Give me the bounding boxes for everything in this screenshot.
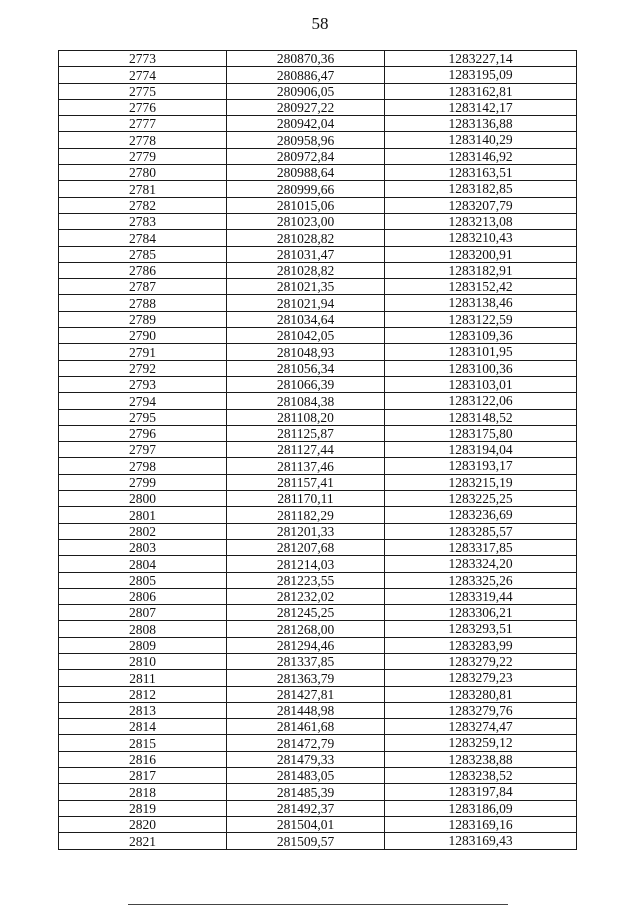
y-coordinate-cell: 1283195,09 <box>385 67 577 83</box>
table-row <box>59 507 577 523</box>
y-coordinate-cell: 1283215,19 <box>385 474 577 490</box>
table-row <box>59 653 577 669</box>
point-number-cell: 2775 <box>59 83 227 99</box>
y-coordinate-cell: 1283280,81 <box>385 686 577 702</box>
table-row <box>59 751 577 767</box>
x-coordinate-cell: 281223,55 <box>227 572 385 588</box>
table-row <box>59 132 577 148</box>
point-number-cell: 2807 <box>59 605 227 621</box>
point-number-cell: 2784 <box>59 230 227 246</box>
point-number-cell: 2797 <box>59 442 227 458</box>
table-row <box>59 572 577 588</box>
table-row <box>59 556 577 572</box>
table-row <box>59 605 577 621</box>
y-coordinate-cell: 1283197,84 <box>385 784 577 800</box>
point-number-cell: 2798 <box>59 458 227 474</box>
page-number: 58 <box>311 14 329 33</box>
y-coordinate-cell: 1283325,26 <box>385 572 577 588</box>
y-coordinate-cell: 1283101,95 <box>385 344 577 360</box>
point-number-cell: 2819 <box>59 800 227 816</box>
table-row <box>59 425 577 441</box>
point-number-cell: 2805 <box>59 572 227 588</box>
point-number-cell: 2803 <box>59 539 227 555</box>
x-coordinate-cell: 281483,05 <box>227 768 385 784</box>
table-row <box>59 442 577 458</box>
table-row <box>59 621 577 637</box>
x-coordinate-cell: 281157,41 <box>227 474 385 490</box>
table-row <box>59 181 577 197</box>
y-coordinate-cell: 1283279,23 <box>385 670 577 686</box>
y-coordinate-cell: 1283207,79 <box>385 197 577 213</box>
point-number-cell: 2793 <box>59 376 227 392</box>
y-coordinate-cell: 1283210,43 <box>385 230 577 246</box>
x-coordinate-cell: 281028,82 <box>227 262 385 278</box>
table-row <box>59 409 577 425</box>
point-number-cell: 2812 <box>59 686 227 702</box>
x-coordinate-cell: 281056,34 <box>227 360 385 376</box>
table-row <box>59 99 577 115</box>
point-number-cell: 2780 <box>59 165 227 181</box>
x-coordinate-cell: 280870,36 <box>227 51 385 67</box>
table-row <box>59 262 577 278</box>
x-coordinate-cell: 281214,03 <box>227 556 385 572</box>
x-coordinate-cell: 281294,46 <box>227 637 385 653</box>
table-row <box>59 784 577 800</box>
y-coordinate-cell: 1283213,08 <box>385 213 577 229</box>
y-coordinate-cell: 1283225,25 <box>385 491 577 507</box>
point-number-cell: 2788 <box>59 295 227 311</box>
y-coordinate-cell: 1283259,12 <box>385 735 577 751</box>
point-number-cell: 2789 <box>59 311 227 327</box>
x-coordinate-cell: 281028,82 <box>227 230 385 246</box>
y-coordinate-cell: 1283175,80 <box>385 425 577 441</box>
x-coordinate-cell: 281504,01 <box>227 816 385 832</box>
x-coordinate-cell: 281108,20 <box>227 409 385 425</box>
x-coordinate-cell: 281245,25 <box>227 605 385 621</box>
x-coordinate-cell: 280999,66 <box>227 181 385 197</box>
x-coordinate-cell: 281125,87 <box>227 425 385 441</box>
coordinates-table-body <box>59 51 577 850</box>
table-row <box>59 800 577 816</box>
table-row <box>59 279 577 295</box>
point-number-cell: 2790 <box>59 328 227 344</box>
x-coordinate-cell: 281084,38 <box>227 393 385 409</box>
x-coordinate-cell: 281021,35 <box>227 279 385 295</box>
y-coordinate-cell: 1283169,16 <box>385 816 577 832</box>
y-coordinate-cell: 1283109,36 <box>385 328 577 344</box>
x-coordinate-cell: 280988,64 <box>227 165 385 181</box>
x-coordinate-cell: 281479,33 <box>227 751 385 767</box>
y-coordinate-cell: 1283162,81 <box>385 83 577 99</box>
table-row <box>59 702 577 718</box>
coordinates-table <box>58 50 577 850</box>
table-row <box>59 230 577 246</box>
y-coordinate-cell: 1283122,59 <box>385 311 577 327</box>
point-number-cell: 2794 <box>59 393 227 409</box>
table-row <box>59 523 577 539</box>
point-number-cell: 2781 <box>59 181 227 197</box>
table-row <box>59 637 577 653</box>
x-coordinate-cell: 281363,79 <box>227 670 385 686</box>
point-number-cell: 2773 <box>59 51 227 67</box>
y-coordinate-cell: 1283285,57 <box>385 523 577 539</box>
y-coordinate-cell: 1283140,29 <box>385 132 577 148</box>
point-number-cell: 2802 <box>59 523 227 539</box>
table-row <box>59 474 577 490</box>
x-coordinate-cell: 280972,84 <box>227 148 385 164</box>
table-row <box>59 539 577 555</box>
y-coordinate-cell: 1283146,92 <box>385 148 577 164</box>
point-number-cell: 2809 <box>59 637 227 653</box>
table-row <box>59 67 577 83</box>
x-coordinate-cell: 281015,06 <box>227 197 385 213</box>
point-number-cell: 2813 <box>59 702 227 718</box>
y-coordinate-cell: 1283293,51 <box>385 621 577 637</box>
point-number-cell: 2818 <box>59 784 227 800</box>
y-coordinate-cell: 1283148,52 <box>385 409 577 425</box>
x-coordinate-cell: 280958,96 <box>227 132 385 148</box>
y-coordinate-cell: 1283238,88 <box>385 751 577 767</box>
table-row <box>59 295 577 311</box>
table-row <box>59 165 577 181</box>
y-coordinate-cell: 1283142,17 <box>385 99 577 115</box>
point-number-cell: 2817 <box>59 768 227 784</box>
y-coordinate-cell: 1283306,21 <box>385 605 577 621</box>
y-coordinate-cell: 1283317,85 <box>385 539 577 555</box>
y-coordinate-cell: 1283200,91 <box>385 246 577 262</box>
y-coordinate-cell: 1283182,85 <box>385 181 577 197</box>
x-coordinate-cell: 281485,39 <box>227 784 385 800</box>
y-coordinate-cell: 1283122,06 <box>385 393 577 409</box>
y-coordinate-cell: 1283236,69 <box>385 507 577 523</box>
point-number-cell: 2791 <box>59 344 227 360</box>
x-coordinate-cell: 280927,22 <box>227 99 385 115</box>
x-coordinate-cell: 281034,64 <box>227 311 385 327</box>
point-number-cell: 2778 <box>59 132 227 148</box>
point-number-cell: 2795 <box>59 409 227 425</box>
point-number-cell: 2821 <box>59 833 227 849</box>
y-coordinate-cell: 1283163,51 <box>385 165 577 181</box>
table-row <box>59 458 577 474</box>
x-coordinate-cell: 281427,81 <box>227 686 385 702</box>
table-row <box>59 328 577 344</box>
point-number-cell: 2786 <box>59 262 227 278</box>
point-number-cell: 2774 <box>59 67 227 83</box>
point-number-cell: 2800 <box>59 491 227 507</box>
y-coordinate-cell: 1283324,20 <box>385 556 577 572</box>
table-row <box>59 670 577 686</box>
x-coordinate-cell: 280942,04 <box>227 116 385 132</box>
y-coordinate-cell: 1283152,42 <box>385 279 577 295</box>
point-number-cell: 2801 <box>59 507 227 523</box>
x-coordinate-cell: 281201,33 <box>227 523 385 539</box>
x-coordinate-cell: 281021,94 <box>227 295 385 311</box>
x-coordinate-cell: 281137,46 <box>227 458 385 474</box>
x-coordinate-cell: 281042,05 <box>227 328 385 344</box>
y-coordinate-cell: 1283169,43 <box>385 833 577 849</box>
y-coordinate-cell: 1283279,22 <box>385 653 577 669</box>
x-coordinate-cell: 281023,00 <box>227 213 385 229</box>
y-coordinate-cell: 1283186,09 <box>385 800 577 816</box>
table-row <box>59 768 577 784</box>
point-number-cell: 2776 <box>59 99 227 115</box>
y-coordinate-cell: 1283100,36 <box>385 360 577 376</box>
point-number-cell: 2777 <box>59 116 227 132</box>
x-coordinate-cell: 281066,39 <box>227 376 385 392</box>
point-number-cell: 2783 <box>59 213 227 229</box>
table-row <box>59 83 577 99</box>
table-row <box>59 344 577 360</box>
point-number-cell: 2810 <box>59 653 227 669</box>
point-number-cell: 2787 <box>59 279 227 295</box>
x-coordinate-cell: 281448,98 <box>227 702 385 718</box>
point-number-cell: 2806 <box>59 588 227 604</box>
table-row <box>59 588 577 604</box>
table-row <box>59 833 577 849</box>
x-coordinate-cell: 281031,47 <box>227 246 385 262</box>
table-row <box>59 686 577 702</box>
table-row <box>59 393 577 409</box>
table-row <box>59 360 577 376</box>
y-coordinate-cell: 1283138,46 <box>385 295 577 311</box>
x-coordinate-cell: 281182,29 <box>227 507 385 523</box>
table-row <box>59 116 577 132</box>
y-coordinate-cell: 1283227,14 <box>385 51 577 67</box>
y-coordinate-cell: 1283136,88 <box>385 116 577 132</box>
y-coordinate-cell: 1283103,01 <box>385 376 577 392</box>
x-coordinate-cell: 281461,68 <box>227 719 385 735</box>
y-coordinate-cell: 1283194,04 <box>385 442 577 458</box>
table-row <box>59 816 577 832</box>
y-coordinate-cell: 1283279,76 <box>385 702 577 718</box>
table-row <box>59 376 577 392</box>
table-row <box>59 51 577 67</box>
table-row <box>59 148 577 164</box>
point-number-cell: 2811 <box>59 670 227 686</box>
point-number-cell: 2796 <box>59 425 227 441</box>
point-number-cell: 2820 <box>59 816 227 832</box>
table-row <box>59 311 577 327</box>
y-coordinate-cell: 1283283,99 <box>385 637 577 653</box>
point-number-cell: 2782 <box>59 197 227 213</box>
point-number-cell: 2799 <box>59 474 227 490</box>
x-coordinate-cell: 281268,00 <box>227 621 385 637</box>
x-coordinate-cell: 280906,05 <box>227 83 385 99</box>
y-coordinate-cell: 1283182,91 <box>385 262 577 278</box>
y-coordinate-cell: 1283319,44 <box>385 588 577 604</box>
x-coordinate-cell: 281509,57 <box>227 833 385 849</box>
x-coordinate-cell: 281127,44 <box>227 442 385 458</box>
point-number-cell: 2816 <box>59 751 227 767</box>
y-coordinate-cell: 1283193,17 <box>385 458 577 474</box>
x-coordinate-cell: 281337,85 <box>227 653 385 669</box>
table-row <box>59 735 577 751</box>
table-row <box>59 213 577 229</box>
x-coordinate-cell: 281207,68 <box>227 539 385 555</box>
x-coordinate-cell: 281170,11 <box>227 491 385 507</box>
x-coordinate-cell: 280886,47 <box>227 67 385 83</box>
point-number-cell: 2804 <box>59 556 227 572</box>
point-number-cell: 2808 <box>59 621 227 637</box>
y-coordinate-cell: 1283274,47 <box>385 719 577 735</box>
table-row <box>59 246 577 262</box>
table-row <box>59 197 577 213</box>
table-row <box>59 491 577 507</box>
table-row <box>59 719 577 735</box>
point-number-cell: 2792 <box>59 360 227 376</box>
point-number-cell: 2814 <box>59 719 227 735</box>
x-coordinate-cell: 281492,37 <box>227 800 385 816</box>
x-coordinate-cell: 281048,93 <box>227 344 385 360</box>
y-coordinate-cell: 1283238,52 <box>385 768 577 784</box>
x-coordinate-cell: 281232,02 <box>227 588 385 604</box>
point-number-cell: 2785 <box>59 246 227 262</box>
point-number-cell: 2779 <box>59 148 227 164</box>
point-number-cell: 2815 <box>59 735 227 751</box>
x-coordinate-cell: 281472,79 <box>227 735 385 751</box>
